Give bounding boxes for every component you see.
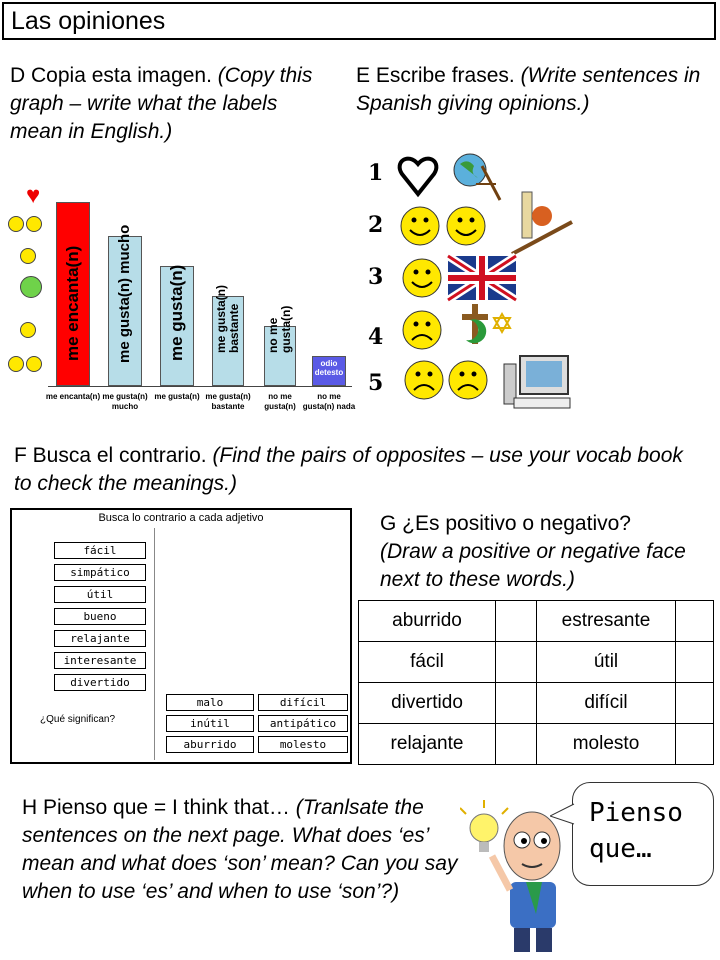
section-e-note: (Write sentences in Spanish giving opinions.) xyxy=(356,64,701,115)
page-title: Las opiniones xyxy=(2,2,716,40)
face-answer-cell[interactable] xyxy=(496,601,537,642)
word-box: divertido xyxy=(54,674,146,691)
word-cell: útil xyxy=(537,642,676,683)
chart-baseline xyxy=(48,386,352,387)
word-box: difícil xyxy=(258,694,348,711)
word-box: inútil xyxy=(166,715,254,732)
happy-face-icon xyxy=(20,248,36,264)
section-h-instructions xyxy=(22,794,458,906)
row-number: 5 xyxy=(368,370,384,396)
union-jack-flag-icon xyxy=(448,256,516,300)
section-d-note: (Copy this graph – write what the labels mean in English.) xyxy=(10,64,313,143)
word-box: malo xyxy=(166,694,254,711)
section-f-note: (Find the pairs of opposites – use your vocab book to check the meanings.) xyxy=(14,444,683,495)
x-axis-label: me gusta(n) mucho xyxy=(102,392,148,411)
worksheet-question: ¿Qué significan? xyxy=(40,714,116,725)
word-box: bueno xyxy=(54,608,146,625)
word-box: interesante xyxy=(54,652,146,669)
section-d-heading: D Copia esta imagen. xyxy=(10,64,212,87)
section-g-note: (Draw a positive or negative face next to these words.) xyxy=(380,540,686,591)
happy-face-icon xyxy=(401,207,439,245)
happy-face-icon xyxy=(403,259,441,297)
face-answer-cell[interactable] xyxy=(676,642,714,683)
word-cell: fácil xyxy=(359,642,496,683)
face-answer-cell[interactable] xyxy=(676,683,714,724)
x-axis-label: me encanta(n) xyxy=(45,392,101,401)
section-d-instructions xyxy=(10,62,330,146)
section-h-note: (Tranlsate the sentences on the next page. What does ‘es’ mean and what does ‘son’ mean? Can you say when to use ‘es’ and when to use ‘son’?) xyxy=(22,796,458,903)
computer-icon xyxy=(504,356,570,408)
sad-face-icon xyxy=(403,311,441,349)
row-number: 2 xyxy=(368,212,384,238)
section-g-heading: G ¿Es positivo o negativo? xyxy=(380,512,631,535)
x-axis-label: no me gusta(n) xyxy=(264,392,296,411)
word-cell: aburrido xyxy=(359,601,496,642)
row-number: 4 xyxy=(368,324,384,350)
opinion-bar-chart xyxy=(6,180,354,430)
row-number: 1 xyxy=(368,160,384,186)
divider xyxy=(154,528,155,760)
word-box: molesto xyxy=(258,736,348,753)
table-row xyxy=(359,683,714,724)
face-answer-cell[interactable] xyxy=(496,683,537,724)
chart-bar xyxy=(160,266,194,386)
section-f-heading: F Busca el contrario. xyxy=(14,444,207,467)
word-box: aburrido xyxy=(166,736,254,753)
speech-bubble-tail xyxy=(550,800,576,830)
happy-face-icon xyxy=(8,216,24,232)
word-box: relajante xyxy=(54,630,146,647)
opposites-worksheet xyxy=(10,508,352,764)
heart-icon: ♥ xyxy=(26,182,41,209)
bar-label: me gusta(n) mucho xyxy=(116,224,133,363)
bar-label: odio detesto xyxy=(314,359,344,377)
table-row xyxy=(359,601,714,642)
x-axis-label: me gusta(n) xyxy=(154,392,200,401)
heart-outline-icon xyxy=(400,159,437,194)
bar-label: me gusta(n) xyxy=(167,264,186,361)
face-answer-cell[interactable] xyxy=(676,601,714,642)
word-cell: relajante xyxy=(359,724,496,765)
section-f-instructions xyxy=(14,442,704,498)
chart-bar xyxy=(264,305,296,386)
word-cell: molesto xyxy=(537,724,676,765)
bar-label: no me gusta(n) xyxy=(266,305,293,353)
section-e-heading: E Escribe frases. xyxy=(356,64,515,87)
sad-face-icon xyxy=(20,322,36,338)
lightbulb-icon xyxy=(460,800,508,852)
table-row xyxy=(359,724,714,765)
word-cell: estresante xyxy=(537,601,676,642)
section-e-instructions xyxy=(356,62,706,118)
table-row xyxy=(359,642,714,683)
happy-face-icon xyxy=(447,207,485,245)
happy-face-icon xyxy=(26,216,42,232)
speech-bubble-text: Pienso que… xyxy=(589,798,683,864)
section-h-heading: H Pienso que = I think that… xyxy=(22,796,290,819)
word-box: simpático xyxy=(54,564,146,581)
chart-bar xyxy=(312,356,346,386)
x-axis-label: me gusta(n) bastante xyxy=(205,392,251,411)
chart-bar xyxy=(212,284,244,386)
sad-face-icon xyxy=(8,356,24,372)
x-axis-label: no me gusta(n) nada xyxy=(302,392,356,411)
speech-bubble xyxy=(572,782,714,886)
religion-symbols-icon xyxy=(462,304,510,344)
sad-face-icon xyxy=(26,356,42,372)
chart-bar xyxy=(56,202,90,386)
opinion-pictures xyxy=(396,144,586,416)
chart-bar xyxy=(108,224,142,386)
face-answer-cell[interactable] xyxy=(496,724,537,765)
positive-negative-table xyxy=(358,600,714,765)
word-box: útil xyxy=(54,586,146,603)
word-box: antipático xyxy=(258,715,348,732)
face-answer-cell[interactable] xyxy=(496,642,537,683)
worksheet-title: Busca lo contrario a cada adjetivo xyxy=(98,512,264,524)
section-g-instructions xyxy=(380,510,710,594)
word-box: fácil xyxy=(54,542,146,559)
neutral-face-icon xyxy=(20,276,42,298)
bar-label: me encanta(n) xyxy=(63,245,82,361)
sports-icon xyxy=(512,192,572,254)
word-cell: difícil xyxy=(537,683,676,724)
word-cell: divertido xyxy=(359,683,496,724)
sad-face-icon xyxy=(405,361,443,399)
row-number: 3 xyxy=(368,264,384,290)
sad-face-icon xyxy=(449,361,487,399)
face-answer-cell[interactable] xyxy=(676,724,714,765)
bar-label: me gusta(n) bastante xyxy=(214,284,241,353)
globe-icon xyxy=(454,154,500,200)
